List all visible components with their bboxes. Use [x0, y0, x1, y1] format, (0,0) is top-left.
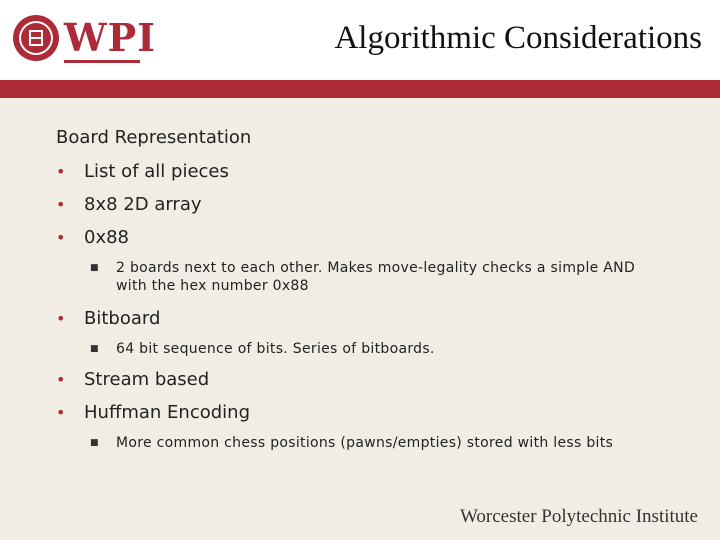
bullet-dot-icon: • [56, 403, 66, 422]
slide-title: Algorithmic Considerations [334, 20, 702, 56]
bullet-text: 0x88 [84, 227, 130, 248]
bullet-text: 8x8 2D array [84, 194, 202, 215]
slide-header [0, 0, 720, 80]
sub-bullet-text: 2 boards next to each other. Makes move-legality checks a simple AND with the hex number 0x88 [116, 260, 636, 294]
bullet-dot-icon: • [56, 195, 66, 214]
bullet-dot-icon: • [56, 309, 66, 328]
slide-content [0, 98, 720, 498]
bullet-text: Bitboard [84, 308, 161, 329]
bullet-text: List of all pieces [84, 161, 229, 182]
wpi-logo-text: WPI [64, 15, 157, 60]
logo-underline [64, 60, 140, 63]
bullet-text: Stream based [84, 369, 210, 390]
footer-institution-name: Worcester Polytechnic Institute [459, 506, 698, 527]
square-bullet-icon: ■ [90, 344, 99, 354]
sub-bullet-text: More common chess positions (pawns/empties) stored with less bits [116, 435, 614, 451]
header-divider-bar [0, 80, 720, 98]
section-heading: Board Representation [56, 127, 252, 148]
square-bullet-icon: ■ [90, 438, 99, 448]
square-bullet-icon: ■ [90, 263, 99, 273]
bullet-dot-icon: • [56, 162, 66, 181]
bullet-text: Huffman Encoding [84, 402, 250, 423]
wpi-seal-icon [12, 14, 60, 62]
bullet-dot-icon: • [56, 228, 66, 247]
sub-bullet-text: 64 bit sequence of bits. Series of bitboards. [116, 341, 435, 357]
bullet-dot-icon: • [56, 370, 66, 389]
